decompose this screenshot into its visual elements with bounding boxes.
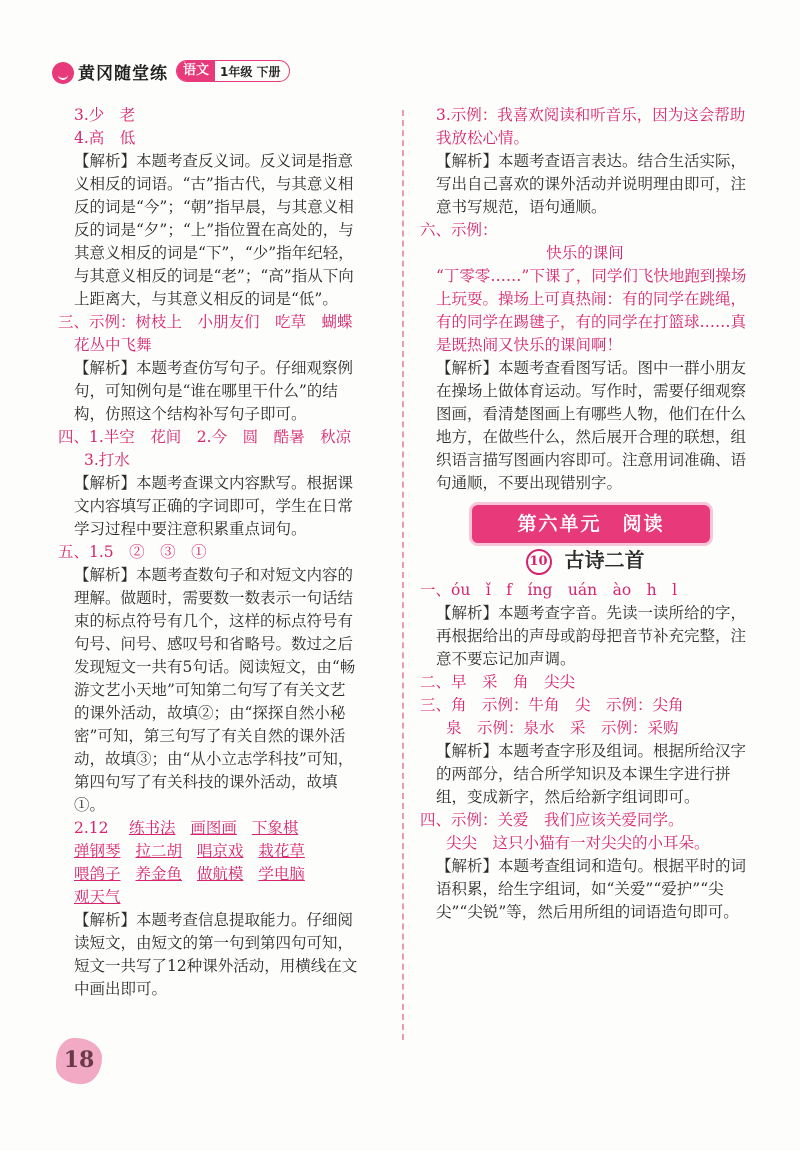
activity-item: 画图画 (190, 819, 237, 837)
activity-item: 唱京戏 (196, 842, 244, 860)
section-5-2-prefix: 2.12 (74, 819, 109, 837)
explanation-r6: 【解析】本题考查看图写话。图中一群小朋友在操场上做体育运动。写作时，需要仔细观察图画，看清楚图画上有哪些人物，他们在什么地方，在做些什么，然后展开合理的联想，组织语言描写图画内容即可。注意用词准确、语句通顺，不要出现错别字。 (436, 359, 747, 492)
explanation-2: 【解析】本题考查反义词。反义词是指意义相反的词语。“古”指古代，与其意义相反的词是“今”；“朝”指早晨，与其意义相反的词是“夕”；“上”指位置在高处的，与其意义相反的词是“下”，“少”指年纪轻，与其意义相反的词是“老”；“高”指从下向上距离大，与其意义相反的词是“低”。 (74, 152, 354, 308)
lesson-answer-4-cont: 尖尖 这只小猫有一对尖尖的小耳朵。 (446, 834, 710, 852)
activity-item: 喂鸽子 (74, 865, 121, 883)
activity-item: 学电脑 (258, 865, 305, 883)
right-column (420, 104, 750, 924)
answer-3: 3.少 老 (74, 106, 136, 124)
explanation-4: 【解析】本题考查课文内容默写。根据课文内容填写正确的字词即可，学生在日常学习过程中要注意积累重点词句。 (74, 474, 354, 538)
activity-item: 栽花草 (258, 842, 305, 860)
page-number: 18 (63, 1047, 95, 1073)
lesson-title: 古诗二首 (564, 548, 645, 572)
lesson-explanation-4: 【解析】本题考查组词和造句。根据平时的词语积累，给生字组词，如“关爱”“爱护”“尖尖”“尖锐”等，然后用所组的词语造句即可。 (436, 857, 747, 921)
page-number-badge (56, 1038, 102, 1084)
activity-item: 拉二胡 (135, 842, 182, 860)
lesson-number: 10 (526, 549, 552, 575)
subject-label: 语文 (177, 61, 215, 81)
explanation-5: 【解析】本题考查数句子和对短文内容的理解。做题时，需要数一数表示一句话结束的标点符号有几个，这样的标点符号有句号、问号、感叹号和省略号。数过之后发现短文一共有5句话。阅读短文，由“畅游文艺小天地”可知第二句写了有关文艺的课外活动，故填②；由“探探自然小秘密”可知，第三句写了有关自然的课外活动，故填③；由“从小立志学科技”可知，第四句写了有关科技的课外活动，故填①。 (74, 566, 356, 814)
answer-r3: 3.示例：我喜欢阅读和听音乐，因为这会帮助我放松心情。 (436, 106, 746, 147)
section-5-answer: 五、1.5 ② ③ ① (58, 543, 207, 561)
activity-item: 练书法 (128, 819, 176, 837)
activity-item: 养金鱼 (135, 865, 182, 883)
lesson-explanation-1: 【解析】本题考查字音。先读一读所给的字，再根据给出的声母或韵母把音节补充完整，注意不要忘记加声调。 (436, 604, 747, 668)
essay-text: “丁零零……”下课了，同学们飞快地跑到操场上玩耍。操场上可真热闹：有的同学在跳绳，有的同学在踢毽子，有的同学在打篮球……真是既热闹又快乐的课间啊！ (436, 267, 747, 354)
subject-badge (176, 60, 290, 82)
lesson-heading (420, 549, 750, 575)
activity-item: 做航模 (196, 865, 244, 883)
section-4-answer: 四、1.半空 花间 2.今 圆 酷暑 秋凉 (58, 428, 352, 446)
lesson-answer-4: 四、示例：关爱 我们应该关爱同学。 (420, 811, 684, 829)
answer-4: 4.高 低 (74, 129, 136, 147)
explanation-5-2: 【解析】本题考查信息提取能力。仔细阅读短文，由短文的第一句到第四句可知，短文一共写了12种课外活动，用横线在文中画出即可。 (74, 911, 358, 998)
essay-title: 快乐的课间 (546, 244, 624, 262)
section-6-label: 六、示例： (420, 221, 498, 239)
activity-item: 观天气 (74, 888, 121, 906)
column-divider (402, 110, 404, 1040)
page-header (52, 56, 392, 90)
lesson-explanation-3: 【解析】本题考查字形及组词。根据所给汉字的两部分，结合所学知识及本课生字进行拼组，变成新字，然后给新字组词即可。 (436, 742, 747, 806)
left-column (58, 104, 358, 1001)
section-3-answer-cont: 花丛中飞舞 (74, 336, 152, 354)
activity-item: 下象棋 (251, 819, 299, 837)
book-brand: 黄冈随堂练 (78, 64, 168, 84)
section-3-answer: 三、示例：树枝上 小朋友们 吃草 蝴蝶 (58, 313, 353, 331)
activity-item: 弹钢琴 (74, 842, 121, 860)
lesson-answer-3: 三、角 示例：牛角 尖 示例：尖角 (420, 696, 684, 714)
unit-banner: 第六单元 阅读 (472, 505, 710, 543)
section-5-2-answer (58, 817, 358, 909)
lesson-answer-2: 二、早 采 角 尖尖 (420, 673, 576, 691)
grade-label: 1年级 下册 (220, 64, 281, 79)
explanation-3: 【解析】本题考查仿写句子。仔细观察例句，可知例句是“谁在哪里干什么”的结构，仿照这个结构补写句子即可。 (74, 359, 354, 423)
lesson-answer-3-cont: 泉 示例：泉水 采 示例：采购 (446, 719, 679, 737)
lesson-answer-1: 一、óu ǐ f íng uán ào h l (420, 581, 678, 599)
section-4-answer-cont: 3.打水 (84, 451, 130, 469)
explanation-r3: 【解析】本题考查语言表达。结合生活实际，写出自己喜欢的课外活动并说明理由即可，注意书写规范，语句通顺。 (436, 152, 747, 216)
smile-logo-icon (52, 62, 74, 84)
